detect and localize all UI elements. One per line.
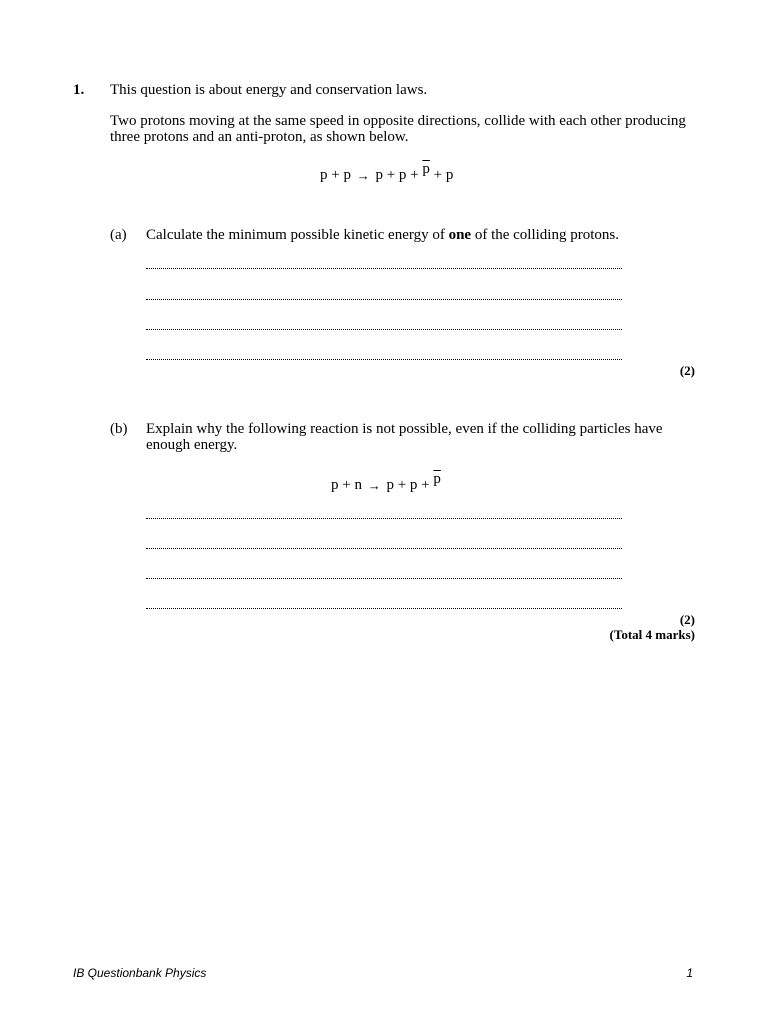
question-intro: This question is about energy and conservation laws. bbox=[110, 82, 428, 98]
footer-source: IB Questionbank Physics bbox=[73, 966, 207, 980]
equation-rhs: p + p + bbox=[375, 167, 419, 183]
part-b-marks: (2) bbox=[679, 612, 695, 627]
question-number: 1. bbox=[73, 82, 85, 98]
answer-line[interactable] bbox=[146, 548, 622, 549]
equation-rhs: p + p + bbox=[386, 477, 430, 493]
part-a-emphasis: one bbox=[448, 227, 472, 243]
equation-lhs: p + p bbox=[320, 167, 351, 183]
answer-line[interactable] bbox=[146, 329, 622, 330]
answer-line[interactable] bbox=[146, 578, 622, 579]
total-marks: (Total 4 marks) bbox=[609, 627, 695, 642]
part-a-text-start: Calculate the minimum possible kinetic energy of bbox=[146, 227, 449, 243]
equation-proton-collision bbox=[320, 161, 454, 183]
part-b-text: Explain why the following reaction is not possible, even if the colliding particles have enough energy. bbox=[146, 421, 663, 453]
part-a-text-end: of the colliding protons. bbox=[471, 227, 619, 243]
answer-line[interactable] bbox=[146, 608, 622, 609]
equation-proton-neutron bbox=[331, 471, 441, 493]
part-a-text bbox=[146, 227, 676, 243]
question-paragraph: Two protons moving at the same speed in opposite directions, collide with each other producing three protons and an anti-proton, as shown below. bbox=[110, 113, 686, 145]
antiproton-symbol: $\overline{p}$ bbox=[433, 471, 441, 487]
answer-line[interactable] bbox=[146, 299, 622, 300]
antiproton-symbol: $\overline{p}$ bbox=[422, 161, 430, 177]
equation-rhs-tail: + p bbox=[433, 167, 454, 183]
answer-line[interactable] bbox=[146, 359, 622, 360]
answer-line[interactable] bbox=[146, 518, 622, 519]
part-b-label: (b) bbox=[110, 421, 128, 437]
answer-line[interactable] bbox=[146, 268, 622, 269]
part-a-label: (a) bbox=[110, 227, 127, 243]
equation-lhs: p + n bbox=[331, 477, 362, 493]
reaction-arrow: → bbox=[356, 168, 370, 183]
part-a-marks: (2) bbox=[679, 363, 695, 378]
page-number: 1 bbox=[686, 966, 693, 980]
reaction-arrow: → bbox=[367, 478, 381, 493]
